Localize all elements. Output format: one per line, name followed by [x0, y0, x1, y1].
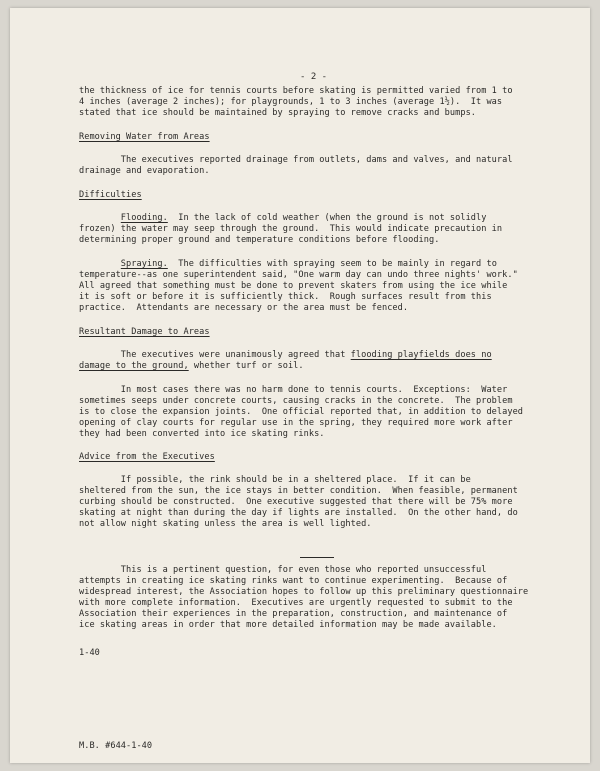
- intro-line-2: 4 inches (average 2 inches); for playgrounds, 1 to 3 inches (average 1½). It was: [79, 97, 503, 107]
- damage-underlined-1: flooding playfields does no: [350, 350, 492, 360]
- advice-line-3: curbing should be constructed. One executive suggested that there will be 75% more: [79, 497, 513, 507]
- closing-line-6: ice skating areas in order that more detailed information may be made available.: [79, 620, 497, 630]
- footer-code: 1-40: [79, 648, 100, 658]
- removing-line-1: The executives reported drainage from outlets, dams and valves, and natural: [79, 155, 513, 165]
- damage-line-2: [79, 361, 304, 371]
- flooding-term: Flooding.: [120, 213, 168, 223]
- flooding-line-2: frozen) the water may seep through the ground. This would indicate precaution in: [79, 224, 503, 234]
- closing-line-5: Association their experiences in the preparation, construction, and maintenance of: [79, 609, 508, 619]
- flooding-line-1: [79, 213, 486, 223]
- footer-reference: M.B. #644-1-40: [79, 741, 153, 751]
- damage-second-rest: whether turf or soil.: [188, 361, 304, 371]
- damage-p2-line-1: In most cases there was no harm done to tennis courts. Exceptions: Water: [79, 385, 508, 395]
- damage-p2-line-2: sometimes seeps under concrete courts, causing cracks in the concrete. The problem: [79, 396, 513, 406]
- damage-first-pre: The executives were unanimously agreed that: [79, 350, 351, 360]
- spraying-line-5: practice. Attendants are necessary or the area must be fenced.: [79, 303, 409, 313]
- damage-underlined-2: damage to the ground,: [79, 361, 189, 371]
- damage-p2-line-4: opening of clay courts for regular use in the spring, they required more work after: [79, 418, 513, 428]
- section-separator: [300, 557, 334, 558]
- spraying-first-rest: The difficulties with spraying seem to be mainly in regard to: [167, 259, 497, 269]
- intro-line-3: stated that ice should be maintained by spraying to remove cracks and bumps.: [79, 108, 477, 118]
- heading-resultant-damage: Resultant Damage to Areas: [79, 327, 210, 337]
- spraying-line-3: All agreed that something must be done to prevent skaters from using the ice while: [79, 281, 508, 291]
- document-page: [10, 8, 590, 763]
- spraying-line-4: it is soft or before it is sufficiently thick. Rough surfaces result from this: [79, 292, 492, 302]
- spraying-line-2: temperature--as one superintendent said, "One warm day can undo three nights' work.": [79, 270, 518, 280]
- heading-removing-water: Removing Water from Areas: [79, 132, 210, 142]
- closing-line-1: This is a pertinent question, for even those who reported unsuccessful: [79, 565, 487, 575]
- damage-p2-line-5: they had been converted into ice skating rinks.: [79, 429, 325, 439]
- heading-advice: Advice from the Executives: [79, 452, 215, 462]
- advice-line-1: If possible, the rink should be in a sheltered place. If it can be: [79, 475, 471, 485]
- removing-line-2: drainage and evaporation.: [79, 166, 210, 176]
- flooding-first-rest: In the lack of cold weather (when the ground is not solidly: [167, 213, 487, 223]
- heading-difficulties: Difficulties: [79, 190, 142, 200]
- damage-p2-line-3: is to close the expansion joints. One official reported that, in addition to delayed: [79, 407, 524, 417]
- closing-line-3: widespread interest, the Association hopes to follow up this preliminary questionnaire: [79, 587, 529, 597]
- advice-line-5: not allow night skating unless the area is well lighted.: [79, 519, 372, 529]
- closing-line-4: with more complete information. Executives are urgently requested to submit to the: [79, 598, 513, 608]
- flooding-line-3: determining proper ground and temperature conditions before flooding.: [79, 235, 440, 245]
- intro-line-1: the thickness of ice for tennis courts before skating is permitted varied from 1 to: [79, 86, 513, 96]
- advice-line-4: skating at night than during the day if lights are installed. On the other hand, do: [79, 508, 518, 518]
- page-number: - 2 -: [300, 72, 328, 82]
- spraying-line-1: [79, 259, 497, 269]
- advice-line-2: sheltered from the sun, the ice stays in better condition. When feasible, permanent: [79, 486, 518, 496]
- damage-line-1: [79, 350, 492, 360]
- spraying-term: Spraying.: [120, 259, 168, 269]
- closing-line-2: attempts in creating ice skating rinks want to continue experimenting. Because of: [79, 576, 508, 586]
